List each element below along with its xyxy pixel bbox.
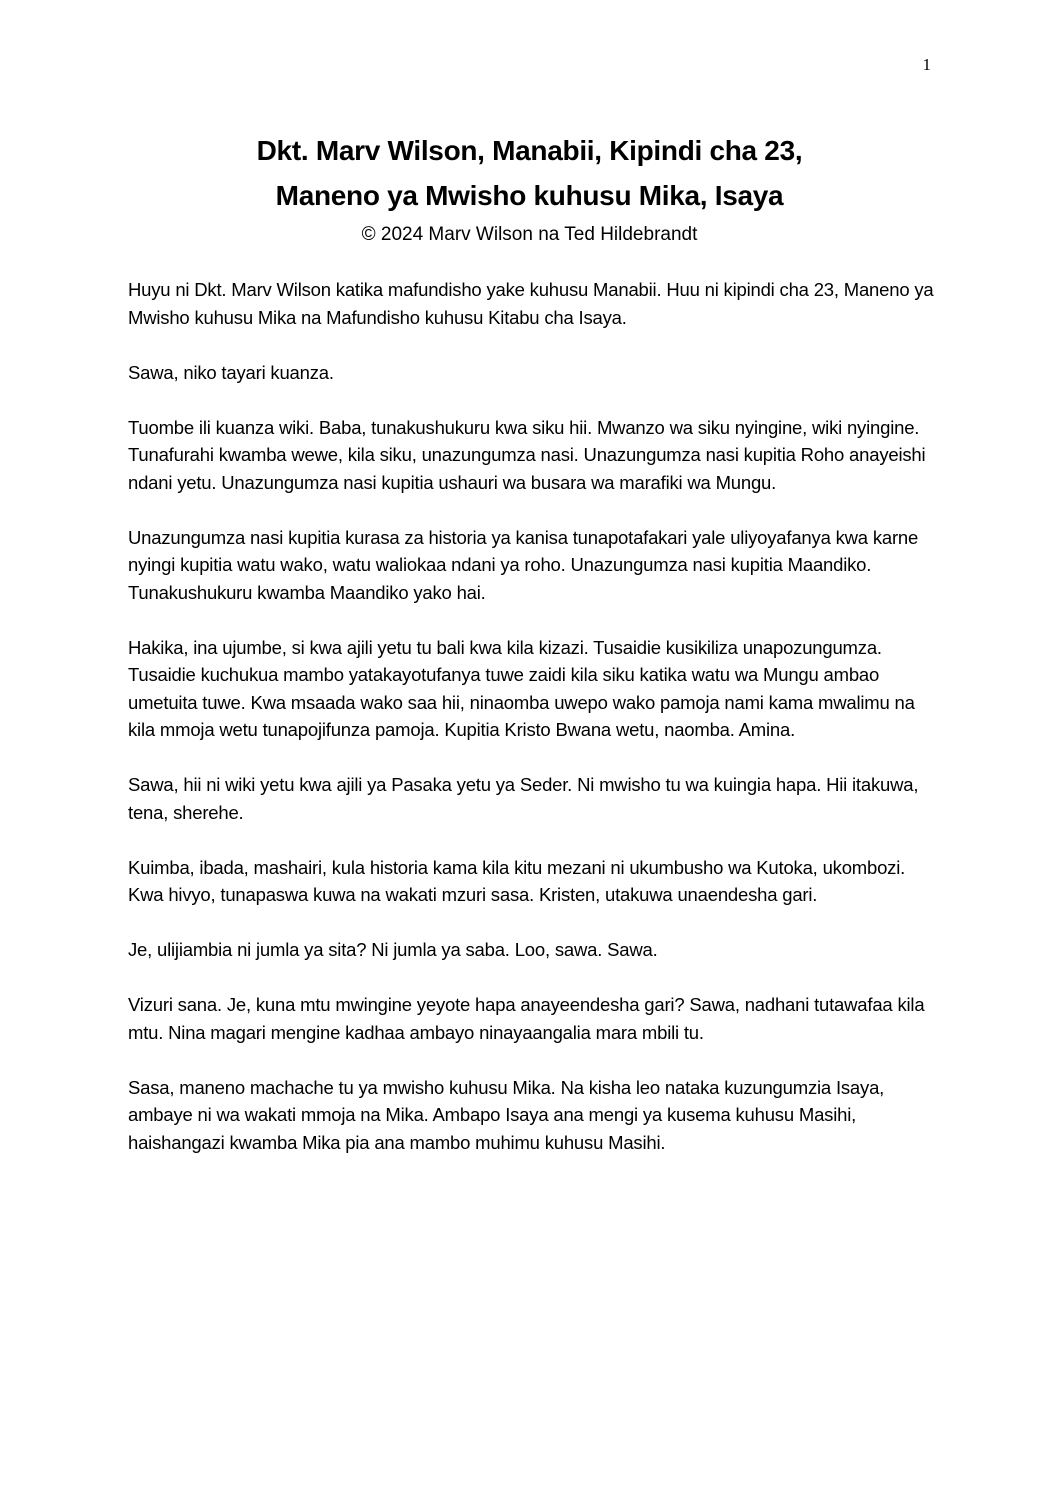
paragraph: Kuimba, ibada, mashairi, kula historia kama kila kitu mezani ni ukumbusho wa Kutoka, ukombozi. Kwa hivyo, tunapaswa kuwa na wakati mzuri sasa. Kristen, utakuwa unaendesha gari. bbox=[128, 856, 906, 905]
transcript-body bbox=[128, 276, 934, 1184]
paragraph: Tuombe ili kuanza wiki. Baba, tunakushukuru kwa siku hii. Mwanzo wa siku nyingine, wiki nyingine. Tunafurahi kwamba wewe, kila siku, unazungumza nasi. Unazungumza nasi kupitia Roho anayeishi ndani yetu. Unazungumza nasi kupitia ushauri wa busara wa marafiki wa Mungu. bbox=[128, 416, 926, 493]
paragraph: Huyu ni Dkt. Marv Wilson katika mafundisho yake kuhusu Manabii. Huu ni kipindi cha 23, Maneno ya Mwisho kuhusu Mika na Mafundisho kuhusu Kitabu cha Isaya. bbox=[128, 279, 934, 328]
paragraph: Sawa, hii ni wiki yetu kwa ajili ya Pasaka yetu ya Seder. Ni mwisho tu wa kuingia hapa. Hii itakuwa, tena, sherehe. bbox=[128, 774, 919, 823]
title-block bbox=[128, 128, 931, 248]
copyright-line: © 2024 Marv Wilson na Ted Hildebrandt bbox=[361, 224, 698, 245]
paragraph: Sawa, niko tayari kuanza. bbox=[128, 361, 334, 383]
paragraph: Sasa, maneno machache tu ya mwisho kuhusu Mika. Na kisha leo nataka kuzungumzia Isaya, ambaye ni wa wakati mmoja na Mika. Ambapo Isaya ana mengi ya kusema kuhusu Masihi, haishangazi kwamba Mika pia ana mambo muhimu kuhusu Masihi. bbox=[128, 1076, 885, 1153]
paragraph: Unazungumza nasi kupitia kurasa za historia ya kanisa tunapotafakari yale uliyoyafanya kwa karne nyingi kupitia watu wako, watu waliokaa ndani ya roho. Unazungumza nasi kupitia Maandiko. Tunakushukuru kwamba Maandiko yako hai. bbox=[128, 526, 919, 603]
title-line-1: Dkt. Marv Wilson, Manabii, Kipindi cha 23, bbox=[256, 135, 803, 166]
paragraph: Je, ulijiambia ni jumla ya sita? Ni jumla ya saba. Loo, sawa. Sawa. bbox=[128, 939, 658, 960]
paragraph: Hakika, ina ujumbe, si kwa ajili yetu tu bali kwa kila kizazi. Tusaidie kusikiliza unapozungumza. Tusaidie kuchukua mambo yatakayotufanya tuwe zaidi kila siku katika watu wa Mungu ambao umetuita tuwe. Kwa msaada wako saa hii, ninaomba uwepo wako pamoja nami kama mwalimu na kila mmoja wetu tunapojifunza pamoja. Kupitia Kristo Bwana wetu, naomba. Amina. bbox=[128, 636, 915, 740]
title-line-2: Maneno ya Mwisho kuhusu Mika, Isaya bbox=[275, 180, 784, 211]
paragraph: Vizuri sana. Je, kuna mtu mwingine yeyote hapa anayeendesha gari? Sawa, nadhani tutawafaa kila mtu. Nina magari mengine kadhaa ambayo ninayaangalia mara mbili tu. bbox=[128, 994, 925, 1043]
document-title bbox=[128, 128, 931, 218]
page-number: 1 bbox=[922, 55, 931, 74]
